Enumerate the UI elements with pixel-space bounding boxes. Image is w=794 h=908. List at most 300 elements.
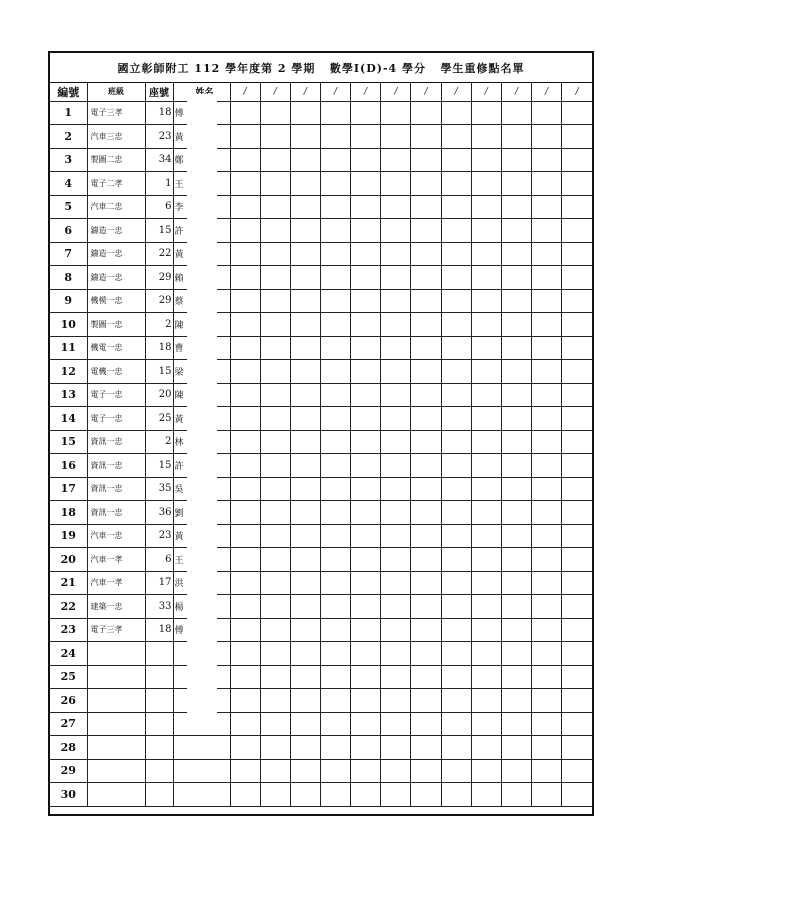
attendance-cell[interactable] — [562, 783, 592, 807]
attendance-cell[interactable] — [381, 454, 411, 478]
attendance-cell[interactable] — [532, 430, 562, 454]
attendance-cell[interactable] — [501, 736, 531, 760]
attendance-cell[interactable] — [260, 172, 290, 196]
attendance-cell[interactable] — [320, 759, 350, 783]
attendance-cell[interactable] — [351, 195, 381, 219]
attendance-cell[interactable] — [501, 336, 531, 360]
attendance-cell[interactable] — [320, 571, 350, 595]
attendance-cell[interactable] — [441, 242, 471, 266]
attendance-cell[interactable] — [351, 266, 381, 290]
attendance-cell[interactable] — [290, 195, 320, 219]
attendance-cell[interactable] — [320, 642, 350, 666]
attendance-cell[interactable] — [351, 548, 381, 572]
attendance-cell[interactable] — [381, 712, 411, 736]
attendance-cell[interactable] — [562, 125, 592, 149]
attendance-cell[interactable] — [381, 736, 411, 760]
attendance-cell[interactable] — [260, 571, 290, 595]
attendance-cell[interactable] — [290, 407, 320, 431]
attendance-cell[interactable] — [320, 407, 350, 431]
attendance-cell[interactable] — [230, 477, 260, 501]
attendance-cell[interactable] — [351, 242, 381, 266]
attendance-cell[interactable] — [441, 195, 471, 219]
attendance-cell[interactable] — [532, 571, 562, 595]
attendance-cell[interactable] — [411, 219, 441, 243]
attendance-cell[interactable] — [230, 759, 260, 783]
attendance-cell[interactable] — [351, 383, 381, 407]
attendance-cell[interactable] — [411, 336, 441, 360]
attendance-cell[interactable] — [230, 642, 260, 666]
attendance-cell[interactable] — [411, 712, 441, 736]
attendance-cell[interactable] — [501, 430, 531, 454]
attendance-cell[interactable] — [441, 595, 471, 619]
attendance-cell[interactable] — [290, 548, 320, 572]
attendance-cell[interactable] — [501, 407, 531, 431]
attendance-cell[interactable] — [381, 548, 411, 572]
attendance-cell[interactable] — [381, 501, 411, 525]
attendance-cell[interactable] — [260, 148, 290, 172]
attendance-cell[interactable] — [260, 736, 290, 760]
attendance-cell[interactable] — [290, 148, 320, 172]
attendance-cell[interactable] — [562, 736, 592, 760]
attendance-cell[interactable] — [320, 501, 350, 525]
attendance-cell[interactable] — [562, 336, 592, 360]
attendance-cell[interactable] — [501, 618, 531, 642]
attendance-cell[interactable] — [471, 289, 501, 313]
attendance-cell[interactable] — [320, 665, 350, 689]
attendance-cell[interactable] — [381, 172, 411, 196]
attendance-cell[interactable] — [532, 336, 562, 360]
attendance-cell[interactable] — [501, 313, 531, 337]
attendance-cell[interactable] — [501, 172, 531, 196]
attendance-cell[interactable] — [320, 689, 350, 713]
attendance-cell[interactable] — [441, 172, 471, 196]
attendance-cell[interactable] — [441, 430, 471, 454]
attendance-cell[interactable] — [260, 618, 290, 642]
attendance-cell[interactable] — [260, 266, 290, 290]
attendance-cell[interactable] — [411, 783, 441, 807]
attendance-cell[interactable] — [230, 501, 260, 525]
attendance-cell[interactable] — [320, 313, 350, 337]
attendance-cell[interactable] — [562, 383, 592, 407]
attendance-cell[interactable] — [532, 125, 562, 149]
attendance-cell[interactable] — [260, 712, 290, 736]
attendance-cell[interactable] — [320, 383, 350, 407]
attendance-cell[interactable] — [411, 618, 441, 642]
attendance-cell[interactable] — [230, 266, 260, 290]
attendance-cell[interactable] — [320, 336, 350, 360]
attendance-cell[interactable] — [411, 360, 441, 384]
attendance-cell[interactable] — [230, 313, 260, 337]
attendance-cell[interactable] — [290, 360, 320, 384]
attendance-cell[interactable] — [260, 383, 290, 407]
attendance-cell[interactable] — [260, 665, 290, 689]
attendance-cell[interactable] — [351, 501, 381, 525]
attendance-cell[interactable] — [351, 454, 381, 478]
attendance-cell[interactable] — [320, 454, 350, 478]
attendance-cell[interactable] — [411, 665, 441, 689]
attendance-cell[interactable] — [290, 219, 320, 243]
attendance-cell[interactable] — [260, 219, 290, 243]
attendance-cell[interactable] — [411, 595, 441, 619]
attendance-cell[interactable] — [411, 524, 441, 548]
attendance-cell[interactable] — [290, 454, 320, 478]
attendance-cell[interactable] — [562, 148, 592, 172]
attendance-cell[interactable] — [501, 783, 531, 807]
attendance-cell[interactable] — [501, 242, 531, 266]
attendance-cell[interactable] — [532, 689, 562, 713]
attendance-cell[interactable] — [290, 383, 320, 407]
attendance-cell[interactable] — [532, 101, 562, 125]
attendance-cell[interactable] — [260, 477, 290, 501]
attendance-cell[interactable] — [562, 571, 592, 595]
attendance-cell[interactable] — [351, 289, 381, 313]
attendance-cell[interactable] — [501, 548, 531, 572]
attendance-cell[interactable] — [441, 783, 471, 807]
attendance-cell[interactable] — [562, 477, 592, 501]
attendance-cell[interactable] — [441, 219, 471, 243]
attendance-cell[interactable] — [471, 595, 501, 619]
attendance-cell[interactable] — [411, 172, 441, 196]
attendance-cell[interactable] — [471, 148, 501, 172]
attendance-cell[interactable] — [501, 712, 531, 736]
attendance-cell[interactable] — [532, 383, 562, 407]
attendance-cell[interactable] — [411, 407, 441, 431]
attendance-cell[interactable] — [501, 266, 531, 290]
attendance-cell[interactable] — [441, 266, 471, 290]
attendance-cell[interactable] — [260, 548, 290, 572]
attendance-cell[interactable] — [381, 595, 411, 619]
attendance-cell[interactable] — [260, 524, 290, 548]
attendance-cell[interactable] — [532, 524, 562, 548]
attendance-cell[interactable] — [320, 595, 350, 619]
attendance-cell[interactable] — [290, 477, 320, 501]
attendance-cell[interactable] — [381, 336, 411, 360]
attendance-cell[interactable] — [562, 689, 592, 713]
attendance-cell[interactable] — [290, 313, 320, 337]
attendance-cell[interactable] — [230, 712, 260, 736]
attendance-cell[interactable] — [411, 454, 441, 478]
attendance-cell[interactable] — [471, 266, 501, 290]
attendance-cell[interactable] — [381, 689, 411, 713]
attendance-cell[interactable] — [562, 454, 592, 478]
attendance-cell[interactable] — [381, 571, 411, 595]
attendance-cell[interactable] — [320, 618, 350, 642]
attendance-cell[interactable] — [381, 289, 411, 313]
attendance-cell[interactable] — [320, 101, 350, 125]
attendance-cell[interactable] — [471, 501, 501, 525]
attendance-cell[interactable] — [230, 125, 260, 149]
attendance-cell[interactable] — [381, 618, 411, 642]
attendance-cell[interactable] — [501, 759, 531, 783]
attendance-cell[interactable] — [381, 477, 411, 501]
attendance-cell[interactable] — [290, 571, 320, 595]
attendance-cell[interactable] — [260, 313, 290, 337]
attendance-cell[interactable] — [290, 289, 320, 313]
attendance-cell[interactable] — [381, 360, 411, 384]
attendance-cell[interactable] — [260, 195, 290, 219]
attendance-cell[interactable] — [441, 689, 471, 713]
attendance-cell[interactable] — [562, 665, 592, 689]
attendance-cell[interactable] — [441, 383, 471, 407]
attendance-cell[interactable] — [532, 595, 562, 619]
attendance-cell[interactable] — [501, 195, 531, 219]
attendance-cell[interactable] — [230, 524, 260, 548]
attendance-cell[interactable] — [381, 219, 411, 243]
attendance-cell[interactable] — [532, 618, 562, 642]
attendance-cell[interactable] — [441, 125, 471, 149]
attendance-cell[interactable] — [290, 618, 320, 642]
attendance-cell[interactable] — [381, 783, 411, 807]
attendance-cell[interactable] — [381, 148, 411, 172]
attendance-cell[interactable] — [532, 548, 562, 572]
attendance-cell[interactable] — [411, 242, 441, 266]
attendance-cell[interactable] — [441, 501, 471, 525]
attendance-cell[interactable] — [471, 313, 501, 337]
attendance-cell[interactable] — [471, 642, 501, 666]
attendance-cell[interactable] — [290, 125, 320, 149]
attendance-cell[interactable] — [501, 383, 531, 407]
attendance-cell[interactable] — [441, 336, 471, 360]
attendance-cell[interactable] — [532, 313, 562, 337]
attendance-cell[interactable] — [320, 783, 350, 807]
attendance-cell[interactable] — [471, 477, 501, 501]
attendance-cell[interactable] — [290, 101, 320, 125]
attendance-cell[interactable] — [351, 571, 381, 595]
attendance-cell[interactable] — [441, 101, 471, 125]
attendance-cell[interactable] — [260, 336, 290, 360]
attendance-cell[interactable] — [230, 689, 260, 713]
attendance-cell[interactable] — [290, 336, 320, 360]
attendance-cell[interactable] — [501, 665, 531, 689]
attendance-cell[interactable] — [290, 759, 320, 783]
attendance-cell[interactable] — [471, 454, 501, 478]
attendance-cell[interactable] — [441, 712, 471, 736]
attendance-cell[interactable] — [471, 548, 501, 572]
attendance-cell[interactable] — [411, 642, 441, 666]
attendance-cell[interactable] — [260, 642, 290, 666]
attendance-cell[interactable] — [230, 783, 260, 807]
attendance-cell[interactable] — [532, 289, 562, 313]
attendance-cell[interactable] — [230, 101, 260, 125]
attendance-cell[interactable] — [230, 665, 260, 689]
attendance-cell[interactable] — [411, 266, 441, 290]
attendance-cell[interactable] — [562, 172, 592, 196]
attendance-cell[interactable] — [351, 477, 381, 501]
attendance-cell[interactable] — [411, 759, 441, 783]
attendance-cell[interactable] — [290, 430, 320, 454]
attendance-cell[interactable] — [290, 783, 320, 807]
attendance-cell[interactable] — [260, 501, 290, 525]
attendance-cell[interactable] — [441, 665, 471, 689]
attendance-cell[interactable] — [441, 360, 471, 384]
attendance-cell[interactable] — [501, 360, 531, 384]
attendance-cell[interactable] — [471, 383, 501, 407]
attendance-cell[interactable] — [351, 219, 381, 243]
attendance-cell[interactable] — [290, 266, 320, 290]
attendance-cell[interactable] — [562, 524, 592, 548]
attendance-cell[interactable] — [351, 101, 381, 125]
attendance-cell[interactable] — [230, 336, 260, 360]
attendance-cell[interactable] — [290, 712, 320, 736]
attendance-cell[interactable] — [471, 712, 501, 736]
attendance-cell[interactable] — [320, 242, 350, 266]
attendance-cell[interactable] — [381, 642, 411, 666]
attendance-cell[interactable] — [471, 689, 501, 713]
attendance-cell[interactable] — [501, 454, 531, 478]
attendance-cell[interactable] — [441, 571, 471, 595]
attendance-cell[interactable] — [290, 595, 320, 619]
attendance-cell[interactable] — [441, 289, 471, 313]
attendance-cell[interactable] — [532, 759, 562, 783]
attendance-cell[interactable] — [441, 736, 471, 760]
attendance-cell[interactable] — [290, 242, 320, 266]
attendance-cell[interactable] — [562, 595, 592, 619]
attendance-cell[interactable] — [562, 266, 592, 290]
attendance-cell[interactable] — [471, 407, 501, 431]
attendance-cell[interactable] — [532, 266, 562, 290]
attendance-cell[interactable] — [562, 642, 592, 666]
attendance-cell[interactable] — [411, 430, 441, 454]
attendance-cell[interactable] — [351, 759, 381, 783]
attendance-cell[interactable] — [562, 313, 592, 337]
attendance-cell[interactable] — [562, 289, 592, 313]
attendance-cell[interactable] — [260, 407, 290, 431]
attendance-cell[interactable] — [441, 477, 471, 501]
attendance-cell[interactable] — [381, 242, 411, 266]
attendance-cell[interactable] — [230, 571, 260, 595]
attendance-cell[interactable] — [411, 689, 441, 713]
attendance-cell[interactable] — [230, 430, 260, 454]
attendance-cell[interactable] — [411, 125, 441, 149]
attendance-cell[interactable] — [532, 242, 562, 266]
attendance-cell[interactable] — [532, 407, 562, 431]
attendance-cell[interactable] — [471, 430, 501, 454]
attendance-cell[interactable] — [351, 736, 381, 760]
attendance-cell[interactable] — [351, 148, 381, 172]
attendance-cell[interactable] — [471, 242, 501, 266]
attendance-cell[interactable] — [471, 524, 501, 548]
attendance-cell[interactable] — [260, 430, 290, 454]
attendance-cell[interactable] — [441, 524, 471, 548]
attendance-cell[interactable] — [260, 360, 290, 384]
attendance-cell[interactable] — [441, 313, 471, 337]
attendance-cell[interactable] — [441, 454, 471, 478]
attendance-cell[interactable] — [351, 665, 381, 689]
attendance-cell[interactable] — [290, 642, 320, 666]
attendance-cell[interactable] — [501, 595, 531, 619]
attendance-cell[interactable] — [532, 454, 562, 478]
attendance-cell[interactable] — [441, 548, 471, 572]
attendance-cell[interactable] — [260, 125, 290, 149]
attendance-cell[interactable] — [411, 548, 441, 572]
attendance-cell[interactable] — [441, 407, 471, 431]
attendance-cell[interactable] — [230, 360, 260, 384]
attendance-cell[interactable] — [441, 642, 471, 666]
attendance-cell[interactable] — [411, 313, 441, 337]
attendance-cell[interactable] — [532, 665, 562, 689]
attendance-cell[interactable] — [230, 595, 260, 619]
attendance-cell[interactable] — [471, 336, 501, 360]
attendance-cell[interactable] — [532, 783, 562, 807]
attendance-cell[interactable] — [562, 430, 592, 454]
attendance-cell[interactable] — [230, 219, 260, 243]
attendance-cell[interactable] — [471, 736, 501, 760]
attendance-cell[interactable] — [532, 712, 562, 736]
attendance-cell[interactable] — [501, 571, 531, 595]
attendance-cell[interactable] — [230, 548, 260, 572]
attendance-cell[interactable] — [351, 360, 381, 384]
attendance-cell[interactable] — [320, 360, 350, 384]
attendance-cell[interactable] — [501, 289, 531, 313]
attendance-cell[interactable] — [230, 195, 260, 219]
attendance-cell[interactable] — [381, 101, 411, 125]
attendance-cell[interactable] — [471, 101, 501, 125]
attendance-cell[interactable] — [501, 101, 531, 125]
attendance-cell[interactable] — [381, 665, 411, 689]
attendance-cell[interactable] — [320, 524, 350, 548]
attendance-cell[interactable] — [532, 195, 562, 219]
attendance-cell[interactable] — [320, 125, 350, 149]
attendance-cell[interactable] — [411, 148, 441, 172]
attendance-cell[interactable] — [562, 759, 592, 783]
attendance-cell[interactable] — [411, 501, 441, 525]
attendance-cell[interactable] — [260, 595, 290, 619]
attendance-cell[interactable] — [320, 430, 350, 454]
attendance-cell[interactable] — [351, 642, 381, 666]
attendance-cell[interactable] — [501, 125, 531, 149]
attendance-cell[interactable] — [441, 759, 471, 783]
attendance-cell[interactable] — [351, 712, 381, 736]
attendance-cell[interactable] — [501, 689, 531, 713]
attendance-cell[interactable] — [290, 665, 320, 689]
attendance-cell[interactable] — [320, 289, 350, 313]
attendance-cell[interactable] — [471, 759, 501, 783]
attendance-cell[interactable] — [532, 501, 562, 525]
attendance-cell[interactable] — [532, 642, 562, 666]
attendance-cell[interactable] — [351, 407, 381, 431]
attendance-cell[interactable] — [290, 501, 320, 525]
attendance-cell[interactable] — [471, 571, 501, 595]
attendance-cell[interactable] — [230, 148, 260, 172]
attendance-cell[interactable] — [562, 407, 592, 431]
attendance-cell[interactable] — [351, 430, 381, 454]
attendance-cell[interactable] — [351, 313, 381, 337]
attendance-cell[interactable] — [381, 759, 411, 783]
attendance-cell[interactable] — [532, 148, 562, 172]
attendance-cell[interactable] — [562, 501, 592, 525]
attendance-cell[interactable] — [501, 642, 531, 666]
attendance-cell[interactable] — [381, 313, 411, 337]
attendance-cell[interactable] — [320, 736, 350, 760]
attendance-cell[interactable] — [562, 195, 592, 219]
attendance-cell[interactable] — [381, 125, 411, 149]
attendance-cell[interactable] — [501, 501, 531, 525]
attendance-cell[interactable] — [230, 172, 260, 196]
attendance-cell[interactable] — [411, 571, 441, 595]
attendance-cell[interactable] — [351, 336, 381, 360]
attendance-cell[interactable] — [290, 172, 320, 196]
attendance-cell[interactable] — [471, 618, 501, 642]
attendance-cell[interactable] — [320, 172, 350, 196]
attendance-cell[interactable] — [411, 289, 441, 313]
attendance-cell[interactable] — [532, 360, 562, 384]
attendance-cell[interactable] — [290, 524, 320, 548]
attendance-cell[interactable] — [562, 219, 592, 243]
attendance-cell[interactable] — [532, 172, 562, 196]
attendance-cell[interactable] — [471, 172, 501, 196]
attendance-cell[interactable] — [562, 242, 592, 266]
attendance-cell[interactable] — [381, 430, 411, 454]
